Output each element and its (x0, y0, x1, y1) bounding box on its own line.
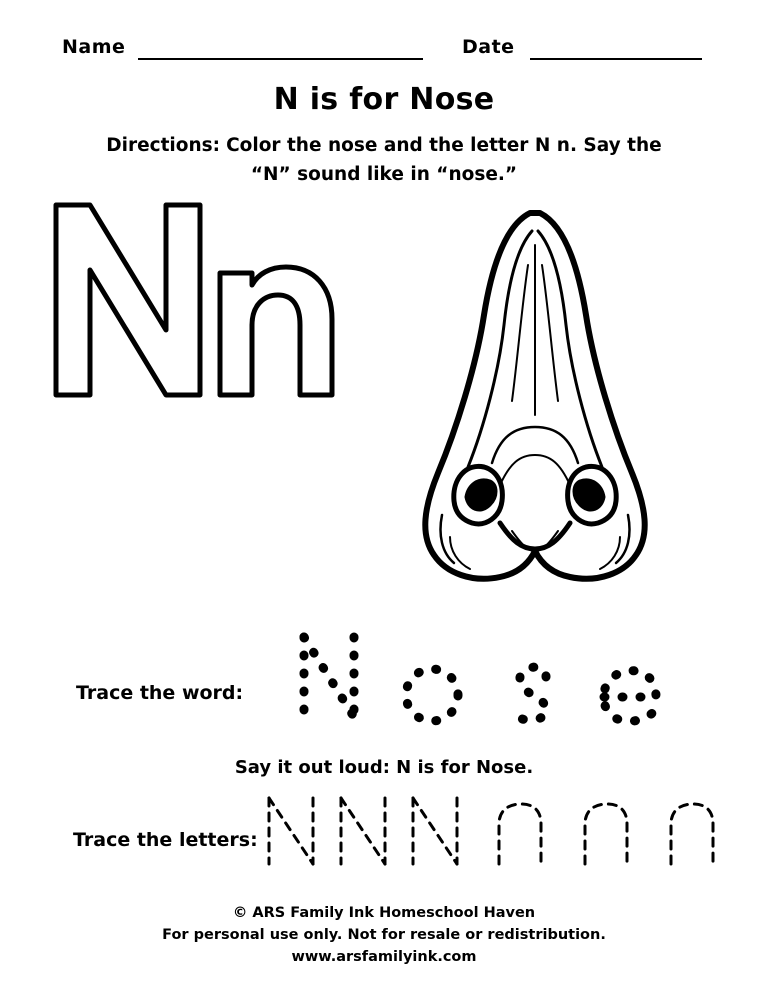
trace-word-label: Trace the word: (76, 682, 244, 704)
coloring-letters-svg (38, 195, 338, 410)
date-label: Date (462, 36, 515, 58)
directions (84, 131, 684, 189)
say-it-out-loud: Say it out loud: N is for Nose. (234, 757, 534, 778)
trace-letters-label: Trace the letters: (73, 829, 258, 851)
dashed-letter-uppercase-N-2 (341, 798, 385, 864)
nose-illustration (380, 205, 690, 595)
dotted-letter-N (304, 637, 354, 717)
dotted-letter-o (406, 669, 458, 721)
nose-illustration-svg (380, 205, 690, 595)
trace-letters-svg (255, 790, 745, 880)
worksheet-header (0, 36, 768, 68)
outline-letter-uppercase-N (56, 205, 200, 395)
outline-letter-lowercase-n (220, 267, 332, 395)
trace-word-dotted[interactable] (290, 625, 710, 735)
footer-website: www.arsfamilyink.com (291, 949, 477, 965)
dotted-letter-s (512, 667, 546, 720)
coloring-letters (38, 195, 338, 410)
dotted-letter-e (604, 671, 656, 722)
dashed-letter-uppercase-N-3 (413, 798, 457, 864)
name-write-line[interactable] (138, 58, 423, 60)
directions-text: Color the nose and the letter N n. Say the “N” sound like in “nose.” (226, 135, 662, 185)
dashed-letter-uppercase-N-1 (269, 798, 313, 864)
date-write-line[interactable] (530, 58, 702, 60)
footer (0, 902, 768, 968)
trace-word-svg (290, 625, 710, 735)
name-label: Name (62, 36, 126, 58)
page-title: N is for Nose (273, 82, 495, 117)
directions-label: Directions: (106, 135, 221, 156)
dashed-letter-lowercase-n-1 (499, 804, 541, 864)
trace-letters-dashed[interactable] (255, 790, 745, 880)
dashed-letter-lowercase-n-2 (585, 804, 627, 864)
footer-terms: For personal use only. Not for resale or redistribution. (162, 927, 606, 943)
footer-copyright: © ARS Family Ink Homeschool Haven (232, 905, 536, 921)
dashed-letter-lowercase-n-3 (671, 804, 713, 864)
